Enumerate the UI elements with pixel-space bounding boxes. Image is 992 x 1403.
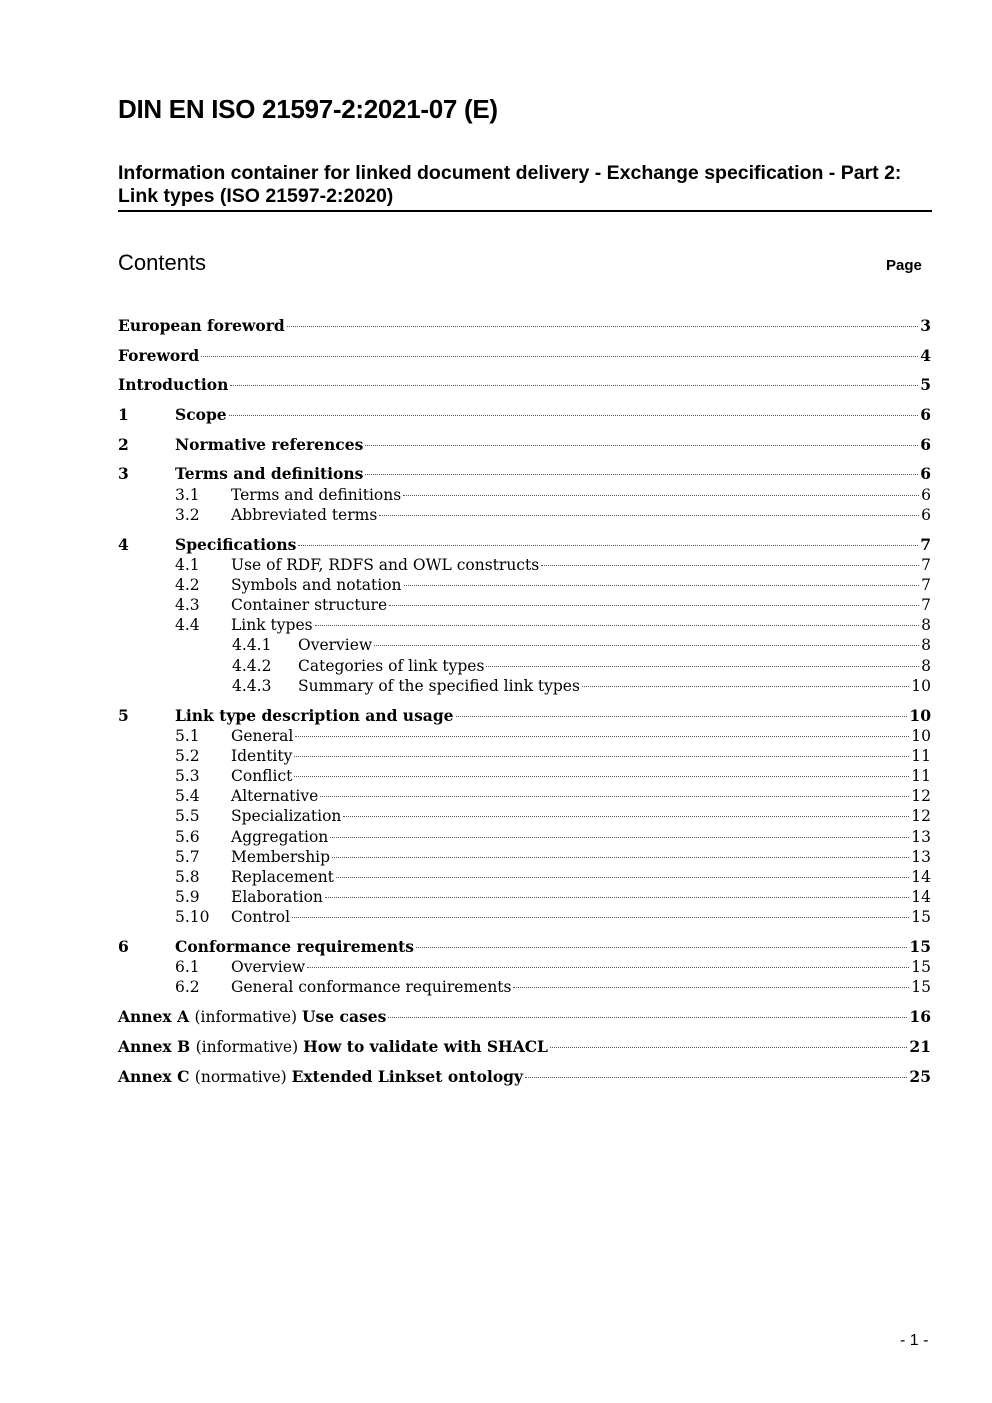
dot-leader	[404, 585, 919, 586]
toc-entry-page: 14	[911, 888, 931, 907]
toc-entry-title: Categories of link types	[298, 656, 485, 675]
toc-entry-number: 5.7	[175, 847, 200, 866]
toc-entry-page: 12	[911, 787, 931, 806]
toc-entry[interactable]	[118, 464, 931, 484]
toc-entry-page: 13	[911, 847, 931, 866]
toc-entry-title: Container structure	[231, 596, 388, 615]
toc-entry-title: Membership	[231, 847, 331, 866]
toc-entry-title: Summary of the specified link types	[298, 676, 580, 695]
toc-entry[interactable]	[118, 535, 931, 555]
toc-entry-page: 15	[909, 937, 931, 957]
toc-entry[interactable]	[118, 595, 931, 615]
toc-entry-page: 6	[921, 505, 931, 524]
dot-leader	[330, 837, 909, 838]
toc-entry[interactable]	[118, 957, 931, 977]
toc-entry-title: Replacement	[231, 868, 334, 886]
dot-leader	[229, 415, 919, 416]
toc-entry-number: 5.4	[175, 787, 200, 806]
toc-entry-page: 10	[911, 726, 931, 745]
dot-leader	[486, 666, 919, 667]
document-subtitle: Information container for linked document delivery - Exchange specification - Part 2: Link types (ISO 21597-2:2020)	[118, 162, 932, 212]
toc-entry-number: 5.2	[175, 746, 200, 765]
toc-entry-number: 4.4.3	[232, 676, 272, 695]
toc-entry-number: 4.2	[175, 575, 200, 594]
toc-entry[interactable]	[118, 346, 931, 366]
dot-leader	[541, 565, 919, 566]
dot-leader	[389, 605, 919, 606]
toc-entry-number: 4.3	[175, 596, 200, 615]
toc-entry-number: 5.9	[175, 888, 200, 907]
toc-entry-page: 13	[911, 827, 931, 846]
toc-entry-title: Specifications	[175, 534, 297, 554]
dot-leader	[325, 897, 909, 898]
toc-entry-page: 10	[909, 705, 931, 725]
toc-entry-page: 7	[921, 575, 931, 594]
toc-entry-page: 15	[911, 958, 931, 977]
toc-entry-title: Annex A (informative) Use cases	[118, 1007, 387, 1027]
toc-entry-number: 4.4.1	[232, 636, 272, 655]
dot-leader	[403, 495, 919, 496]
toc-entry-page: 7	[920, 534, 931, 554]
toc-entry-title: Use of RDF, RDFS and OWL constructs	[231, 555, 540, 574]
toc-entry[interactable]	[118, 786, 931, 806]
toc-entry-number: 3.2	[175, 505, 200, 524]
toc-entry-title: Terms and definitions	[175, 464, 364, 484]
dot-leader	[343, 816, 909, 817]
toc-entry-title: Scope	[175, 405, 227, 425]
dot-leader	[525, 1077, 907, 1078]
toc-entry-page: 7	[921, 555, 931, 574]
toc-entry[interactable]	[118, 726, 931, 746]
toc-entry-page: 15	[911, 978, 931, 997]
toc-entry-number: 1	[118, 405, 129, 425]
toc-entry[interactable]	[118, 435, 931, 455]
toc-entry-page: 11	[911, 746, 931, 765]
toc-entry-number: 5.6	[175, 827, 200, 846]
toc-entry[interactable]	[118, 706, 931, 726]
toc-entry[interactable]	[118, 575, 931, 595]
toc-entry-page: 7	[921, 596, 931, 615]
toc-entry[interactable]	[118, 907, 931, 927]
toc-entry-page: 5	[920, 375, 931, 395]
toc-entry[interactable]	[118, 615, 931, 635]
dot-leader	[294, 776, 909, 777]
toc-entry-title: Abbreviated terms	[231, 505, 378, 524]
toc-entry-title: Identity	[231, 746, 293, 765]
toc-entry-title: Conformance requirements	[175, 937, 414, 957]
dot-leader	[292, 917, 909, 918]
toc-entry-number: 3	[118, 464, 129, 484]
dot-leader	[379, 515, 919, 516]
toc-entry[interactable]	[118, 806, 931, 826]
toc-entry-title: Overview	[231, 958, 306, 977]
dot-leader	[332, 857, 909, 858]
toc-entry-page: 14	[911, 868, 931, 886]
toc-entry-page: 8	[921, 616, 931, 635]
toc-entry-title: Foreword	[118, 345, 200, 365]
toc-entry-title: Overview	[298, 636, 373, 655]
toc-entry[interactable]	[118, 1007, 931, 1027]
dot-leader	[456, 716, 908, 717]
toc-entry-number: 5.10	[175, 908, 210, 927]
dot-leader	[416, 947, 907, 948]
toc-entry[interactable]	[118, 375, 931, 395]
table-of-contents	[118, 316, 931, 1087]
dot-leader	[374, 645, 919, 646]
dot-leader	[582, 686, 909, 687]
toc-entry[interactable]	[118, 1067, 931, 1087]
dot-leader	[315, 625, 919, 626]
dot-leader	[307, 967, 909, 968]
toc-entry-title: General conformance requirements	[231, 978, 512, 997]
dot-leader	[550, 1047, 907, 1048]
toc-entry-page: 8	[921, 636, 931, 655]
toc-entry-title: Introduction	[118, 375, 229, 395]
toc-entry-number: 4	[118, 534, 129, 554]
toc-entry-title: European foreword	[118, 316, 285, 335]
toc-entry-number: 4.4.2	[232, 656, 272, 675]
toc-entry[interactable]	[118, 485, 931, 505]
toc-entry-title: Normative references	[175, 434, 364, 454]
dot-leader	[230, 385, 918, 386]
toc-entry-page: 3	[920, 316, 931, 335]
toc-entry[interactable]	[118, 316, 931, 336]
toc-entry-number: 5.5	[175, 807, 200, 826]
toc-entry-title: General	[231, 726, 294, 745]
toc-entry-title: Symbols and notation	[231, 575, 402, 594]
toc-entry-title: Specialization	[231, 807, 342, 826]
toc-entry-title: Alternative	[231, 787, 319, 806]
toc-entry[interactable]	[118, 937, 931, 957]
toc-entry-title: Annex B (informative) How to validate with SHACL	[118, 1036, 548, 1056]
toc-entry-number: 5.1	[175, 726, 200, 745]
toc-entry-title: Terms and definitions	[231, 485, 402, 504]
toc-entry-page: 25	[909, 1066, 931, 1086]
toc-entry-title: Link types	[231, 616, 313, 635]
toc-entry-number: 3.1	[175, 485, 200, 504]
dot-leader	[295, 736, 909, 737]
toc-entry-title: Elaboration	[231, 888, 323, 907]
toc-entry-page: 21	[909, 1036, 931, 1056]
toc-entry[interactable]	[118, 867, 931, 887]
toc-entry-page: 11	[911, 767, 931, 786]
toc-entry-number: 4.1	[175, 555, 200, 574]
toc-entry-page: 6	[920, 464, 931, 484]
toc-entry-page: 4	[920, 345, 931, 365]
toc-entry-title: Conflict	[231, 767, 293, 786]
toc-entry-title: Control	[231, 908, 291, 927]
toc-entry-page: 6	[921, 485, 931, 504]
toc-entry[interactable]	[118, 555, 931, 575]
toc-entry-title: Aggregation	[231, 827, 329, 846]
toc-entry[interactable]	[118, 405, 931, 425]
dot-leader	[365, 474, 918, 475]
toc-entry-page: 16	[909, 1007, 931, 1027]
dot-leader	[513, 987, 909, 988]
toc-entry[interactable]	[118, 847, 931, 867]
toc-entry-number: 2	[118, 434, 129, 454]
page-column-label: Page	[886, 257, 922, 274]
dot-leader	[365, 445, 918, 446]
toc-entry-number: 6.2	[175, 978, 200, 997]
toc-entry[interactable]	[118, 656, 931, 676]
toc-entry-number: 6	[118, 937, 129, 957]
toc-entry[interactable]	[118, 827, 931, 847]
toc-entry-page: 6	[920, 405, 931, 425]
dot-leader	[201, 356, 918, 357]
toc-entry-page: 6	[920, 434, 931, 454]
toc-entry-number: 4.4	[175, 616, 200, 635]
dot-leader	[298, 545, 918, 546]
dot-leader	[287, 326, 918, 327]
dot-leader	[320, 796, 909, 797]
dot-leader	[388, 1017, 907, 1018]
toc-entry-number: 6.1	[175, 958, 200, 977]
page-number: - 1 -	[900, 1332, 929, 1349]
toc-entry-page: 12	[911, 807, 931, 826]
toc-entry-number: 5	[118, 705, 129, 725]
toc-entry[interactable]	[118, 977, 931, 997]
document-title: DIN EN ISO 21597-2:2021-07 (E)	[118, 94, 498, 124]
toc-entry-page: 15	[911, 908, 931, 927]
dot-leader	[294, 756, 909, 757]
toc-entry[interactable]	[118, 766, 931, 786]
toc-entry[interactable]	[118, 505, 931, 525]
toc-entry[interactable]	[118, 887, 931, 907]
toc-entry-number: 5.3	[175, 767, 200, 786]
contents-heading: Contents	[118, 250, 207, 275]
toc-entry-title: Annex C (normative) Extended Linkset ontology	[118, 1066, 524, 1086]
toc-entry-number: 5.8	[175, 868, 200, 886]
toc-entry-title: Link type description and usage	[175, 705, 454, 725]
toc-entry[interactable]	[118, 635, 931, 655]
toc-entry[interactable]	[118, 1037, 931, 1057]
toc-entry-page: 10	[911, 676, 931, 695]
dot-leader	[336, 877, 909, 878]
toc-entry-page: 8	[921, 656, 931, 675]
toc-entry[interactable]	[118, 746, 931, 766]
toc-entry[interactable]	[118, 676, 931, 696]
